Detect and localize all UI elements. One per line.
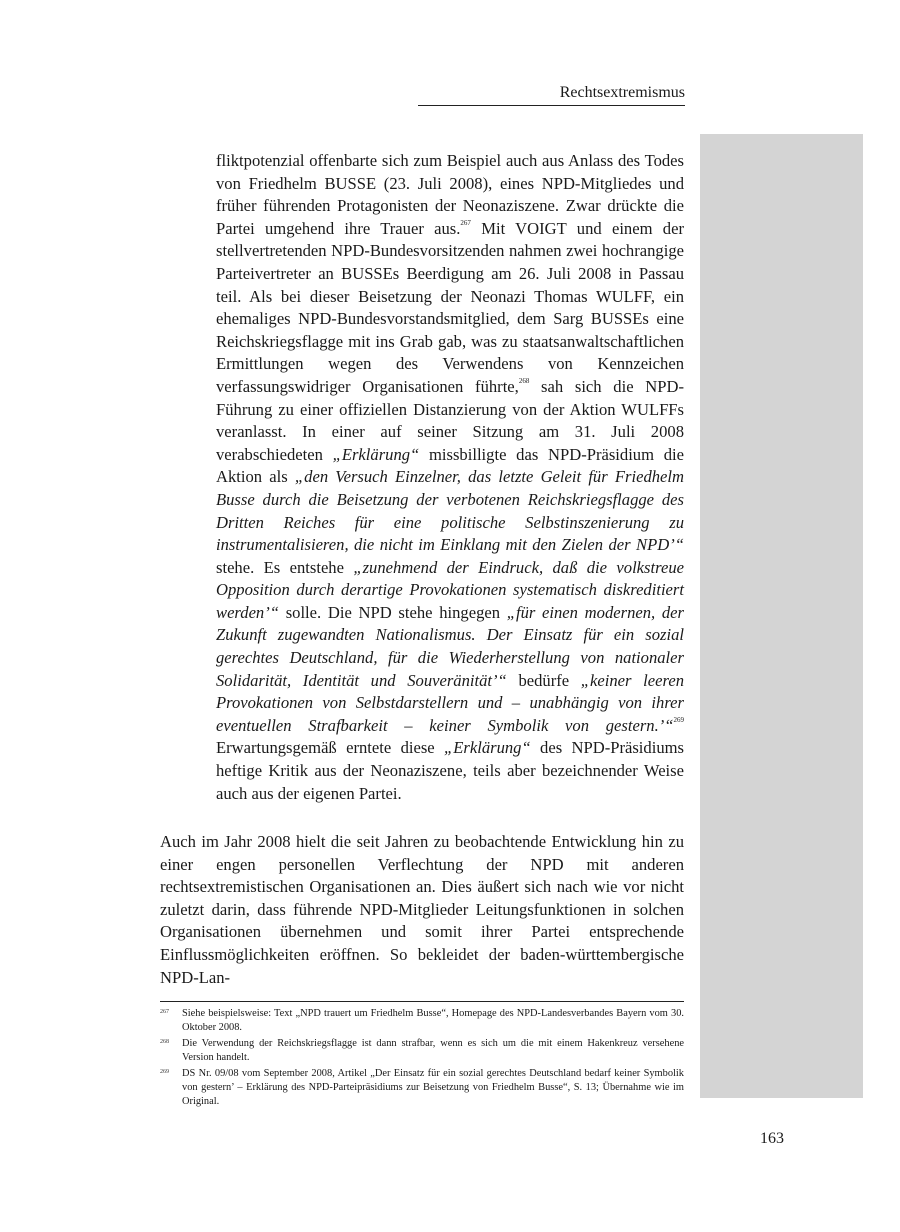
body-paragraph xyxy=(160,831,684,989)
page-number: 163 xyxy=(760,1130,784,1147)
quote-nationalismus: „für einen modernen, der Zukunft zugewandten Nationalismus. Der Einsatz für ein sozial gerechtes Deutschland, für die Wiederherstellung von nationaler Solidarität, Identität und Souveränität’“ xyxy=(216,602,684,690)
footnote-267 xyxy=(160,1007,684,1034)
margin-shading xyxy=(700,134,863,1098)
body-text: Auch im Jahr 2008 hielt die seit Jahren zu beobachtende Entwicklung hin zu einer engen personellen Verflechtung der NPD mit anderen rechtsextremistischen Organisationen an. Dies äußert sich nach wie vor nicht zuletzt darin, dass führende NPD-Mitglieder Leitungsfunktionen in solchen Organisationen übernehmen und somit ihrer Partei entsprechende Einflussmöglichkeiten eröffnen. So bekleidet der baden-württembergische NPD-Lan- xyxy=(160,832,684,987)
footnote-number: 269 xyxy=(160,1069,169,1076)
quote-versuch: „den Versuch Einzelner, das letzte Geleit für Friedhelm Busse durch die Beisetzung der verbotenen Reichskriegsflagge des Dritten Reiches für eine politische Selbstinszenierung zu instrumentalisieren, die nicht im Einklang mit den Zielen der NPD’“ xyxy=(216,467,684,555)
running-head: Rechtsextremismus xyxy=(418,84,685,106)
footnote-ref-268[interactable]: 268 xyxy=(518,376,530,385)
footnote-text: Siehe beispielsweise: Text „NPD trauert um Friedhelm Busse“, Homepage des NPD-Landesverbandes Bayern vom 30. Oktober 2008. xyxy=(182,1008,684,1033)
indented-text: fliktpotenzial offenbarte sich zum Beispiel auch aus Anlass des Todes von Friedhelm BUSSE (23. Juli 2008), eines NPD-Mitgliedes und früher führenden Protagonisten der Neonaziszene. Zwar drückte die Partei umgehend ihre Trauer aus.$^{267}$ Mit VOIGT und einem der stellvertretenden NPD-Bundesvorsitzenden nahmen zwei hochrangige Parteivertreter an BUSSEs Beerdigung am 26. Juli 2008 in Passau teil. Als bei dieser Beisetzung der Neonazi Thomas WULFF, ein ehemaliges NPD-Bundesvorstandsmitglied, dem Sarg BUSSEs eine Reichskriegsflagge mit ins Grab gab, was zu staatsanwaltschaftlichen Ermittlungen wegen des Verwendens von Kennzeichen verfassungswidriger Organisationen führte,$^{268}$ sah sich die NPD-Führung zu einer offiziellen Distanzierung von der Aktion WULFFs veranlasst. In einer auf seiner Sitzung am 31. Juli 2008 verabschiedeten „Erklärung“ missbilligte das NPD-Präsidium die Aktion als „den Versuch Einzelner, das letzte Geleit für Friedhelm Busse durch die Beisetzung der verbotenen Reichskriegsflagge des Dritten Reiches für eine politische Selbstinszenierung zu instrumentalisieren, die nicht im Einklang mit den Zielen der NPD’“ stehe. Es entstehe „zunehmend der Eindruck, daß die volkstreue Opposition durch derartige Provokationen systematisch diskreditiert werden’“ solle. Die NPD stehe hingegen „für einen modernen, der Zukunft zugewandten Nationalismus. Der Einsatz für ein sozial gerechtes Deutschland, für die Wiederherstellung von nationaler Solidarität, Identität und Souveränität’“ bedürfe „keiner leeren Provokationen von Selbstdarstellern und – unabhängig von ihrer eventuellen Strafbarkeit – keiner Symbolik von gestern.’“$^{269}$ Erwartungsgemäß erntete diese „Erklärung“ des NPD-Präsidiums heftige Kritik aus der Neonaziszene, teils aber bezeichnender Weise auch aus der eigenen Partei. xyxy=(216,151,685,803)
footnote-268 xyxy=(160,1037,684,1064)
footnote-text: DS Nr. 09/08 vom September 2008, Artikel „Der Einsatz für ein sozial gerechtes Deutschland bedarf keiner Symbolik von gestern’ – Erklärung des NPD-Parteipräsidiums zur Beisetzung von Friedhelm Busse“, S. 13; Übernahme wie im Original. xyxy=(182,1068,684,1107)
quote-eindruck: „zunehmend der Eindruck, daß die volkstreue Opposition durch derartige Provokationen systematisch diskreditiert werden’“ xyxy=(216,557,684,622)
quote-erklaerung-2: „Erklärung“ xyxy=(444,738,531,758)
footnote-number: 268 xyxy=(160,1039,169,1046)
footnote-269 xyxy=(160,1067,684,1108)
footnotes xyxy=(160,1007,684,1111)
footnote-ref-269[interactable]: 269 xyxy=(673,715,684,724)
indented-paragraph xyxy=(216,150,684,805)
footnote-ref-267[interactable]: 267 xyxy=(460,218,471,227)
quote-erklaerung: „Erklärung“ xyxy=(332,444,420,464)
footnote-divider xyxy=(160,1001,684,1002)
footnote-number: 267 xyxy=(160,1009,169,1015)
quote-provokationen: „keiner leeren Provokationen von Selbstdarstellern und – unabhängig von ihrer eventuellen Strafbarkeit – keiner Symbolik von gestern.’“ xyxy=(216,670,684,735)
footnote-text: Die Verwendung der Reichskriegsflagge ist dann strafbar, wenn es sich um die mit einem Hakenkreuz versehene Version handelt. xyxy=(182,1038,684,1063)
